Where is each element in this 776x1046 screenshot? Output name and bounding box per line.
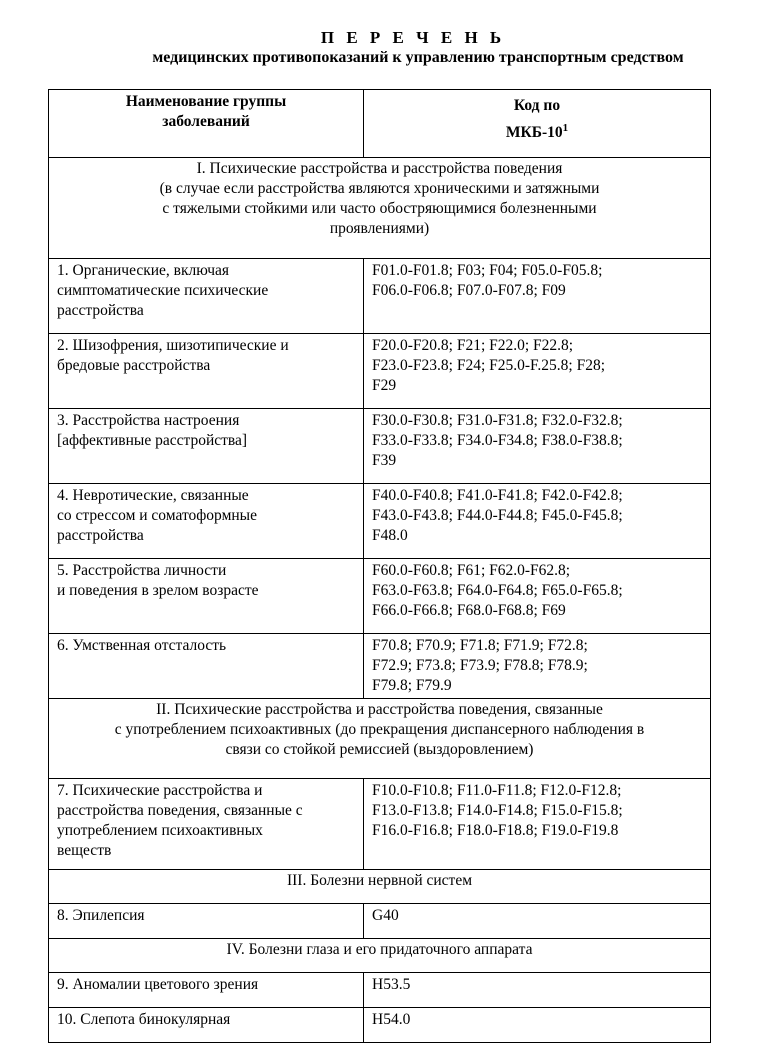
disease-group-line: употреблением психоактивных [57, 822, 263, 839]
icd-code-line: F10.0-F10.8; F11.0-F11.8; F12.0-F12.8; [372, 782, 622, 799]
disease-group-line: 2. Шизофрения, шизотипические и [57, 337, 289, 354]
header-disease-group: Наименование группы заболеваний [49, 90, 364, 158]
icd-code-line: F79.8; F79.9 [372, 677, 452, 694]
page-subtitle: медицинских противопоказаний к управлению транспортным средством [152, 49, 684, 66]
table-row [49, 973, 711, 1008]
section-title [49, 939, 711, 973]
header-icd-code: Код по МКБ-$10^1$ [364, 90, 711, 158]
disease-group-line: 5. Расстройства личности [57, 562, 227, 579]
icd-code-cell [364, 779, 711, 870]
icd-code-line: F30.0-F30.8; F31.0-F31.8; F32.0-F32.8; [372, 412, 623, 429]
disease-group-cell [49, 484, 364, 559]
table-row [49, 259, 711, 334]
disease-group-cell [49, 409, 364, 484]
icd-code-cell [364, 973, 711, 1008]
icd-code-line: F06.0-F06.8; F07.0-F07.8; F09 [372, 282, 566, 299]
icd-code-line: H54.0 [372, 1011, 411, 1028]
icd-code-cell [364, 409, 711, 484]
icd-code-line: F43.0-F43.8; F44.0-F44.8; F45.0-F45.8; [372, 507, 623, 524]
disease-group-line: расстройства [57, 527, 144, 544]
disease-group-line: 10. Слепота бинокулярная [57, 1011, 231, 1028]
icd-code-line: G40 [372, 907, 399, 924]
disease-group-line: 7. Психические расстройства и [57, 782, 263, 799]
icd-code-line: F66.0-F66.8; F68.0-F68.8; F69 [372, 602, 566, 619]
table-row [49, 334, 711, 409]
icd-code-line: F13.0-F13.8; F14.0-F14.8; F15.0-F15.8; [372, 802, 623, 819]
icd-code-line: F39 [372, 452, 397, 469]
icd-code-line: F70.8; F70.9; F71.8; F71.9; F72.8; [372, 637, 588, 654]
page-title: П Е Р Е Ч Е Н Ь [320, 28, 506, 47]
disease-group-line: и поведения в зрелом возрасте [57, 582, 259, 599]
section-title-line: с употреблением психоактивных (до прекращения диспансерного наблюдения в [114, 721, 645, 738]
table-row [49, 1008, 711, 1043]
section-title-line: проявлениями) [329, 220, 430, 237]
disease-group-line: расстройства [57, 302, 144, 319]
section-title [49, 870, 711, 904]
section-header-row [49, 699, 711, 779]
disease-group-line: 6. Умственная отсталость [57, 637, 227, 654]
icd-code-cell [364, 334, 711, 409]
disease-group-line: 1. Органические, включая [57, 262, 230, 279]
disease-group-line: 4. Невротические, связанные [57, 487, 249, 504]
icd-code-cell [364, 1008, 711, 1043]
disease-group-line: бредовые расстройства [57, 357, 211, 374]
icd-code-line: F72.9; F73.8; F73.9; F78.8; F78.9; [372, 657, 588, 674]
icd-code-line: F01.0-F01.8; F03; F04; F05.0-F05.8; [372, 262, 603, 279]
table-row [49, 484, 711, 559]
disease-group-cell [49, 634, 364, 699]
disease-group-cell [49, 259, 364, 334]
icd-code-cell [364, 484, 711, 559]
section-title-line: II. Психические расстройства и расстройства поведения, связанные [156, 701, 603, 718]
table-row [49, 779, 711, 870]
section-title [49, 158, 711, 259]
icd-code-line: F63.0-F63.8; F64.0-F64.8; F65.0-F65.8; [372, 582, 623, 599]
disease-group-line: [аффективные расстройства] [57, 432, 248, 449]
disease-group-cell [49, 559, 364, 634]
table-row [49, 559, 711, 634]
icd-code-cell [364, 559, 711, 634]
contraindications-table [48, 89, 711, 1043]
section-title [49, 699, 711, 779]
icd-code-cell [364, 904, 711, 939]
disease-group-cell [49, 904, 364, 939]
disease-group-line: 3. Расстройства настроения [57, 412, 240, 429]
disease-group-line: веществ [57, 842, 112, 859]
disease-group-cell [49, 973, 364, 1008]
section-header-row [49, 158, 711, 259]
section-header-row [49, 870, 711, 904]
disease-group-line: со стрессом и соматоформные [57, 507, 257, 524]
section-title-line: IV. Болезни глаза и его придаточного аппарата [226, 941, 533, 958]
footnote-marker: 1 [562, 122, 569, 134]
table-row [49, 634, 711, 699]
icd-code-line: F60.0-F60.8; F61; F62.0-F62.8; [372, 562, 571, 579]
disease-group-line: 8. Эпилепсия [57, 907, 145, 924]
icd-code-line: F29 [372, 377, 397, 394]
table-header-row [49, 90, 711, 158]
disease-group-cell [49, 334, 364, 409]
icd-code-line: F23.0-F23.8; F24; F25.0-F.25.8; F28; [372, 357, 606, 374]
disease-group-cell [49, 779, 364, 870]
section-title-line: I. Психические расстройства и расстройства поведения [196, 160, 563, 177]
section-title-line: с тяжелыми стойкими или часто обостряющимися болезненными [162, 200, 597, 217]
icd-code-line: F33.0-F33.8; F34.0-F34.8; F38.0-F38.8; [372, 432, 623, 449]
disease-group-line: расстройства поведения, связанные с [57, 802, 303, 819]
table-row [49, 904, 711, 939]
icd-code-cell [364, 259, 711, 334]
icd-code-line: F40.0-F40.8; F41.0-F41.8; F42.0-F42.8; [372, 487, 623, 504]
icd-code-cell [364, 634, 711, 699]
section-title-line: III. Болезни нервной систем [286, 872, 473, 889]
disease-group-cell [49, 1008, 364, 1043]
table-row [49, 409, 711, 484]
icd-code-line: F20.0-F20.8; F21; F22.0; F22.8; [372, 337, 574, 354]
disease-group-line: 9. Аномалии цветового зрения [57, 976, 259, 993]
section-header-row [49, 939, 711, 973]
icd-code-line: H53.5 [372, 976, 411, 993]
icd-code-line: F16.0-F16.8; F18.0-F18.8; F19.0-F19.8 [372, 822, 619, 839]
disease-group-line: симптоматические психические [57, 282, 269, 299]
section-title-line: связи со стойкой ремиссией (выздоровлением) [225, 741, 534, 758]
icd-code-line: F48.0 [372, 527, 408, 544]
section-title-line: (в случае если расстройства являются хроническими и затяжными [159, 180, 600, 197]
